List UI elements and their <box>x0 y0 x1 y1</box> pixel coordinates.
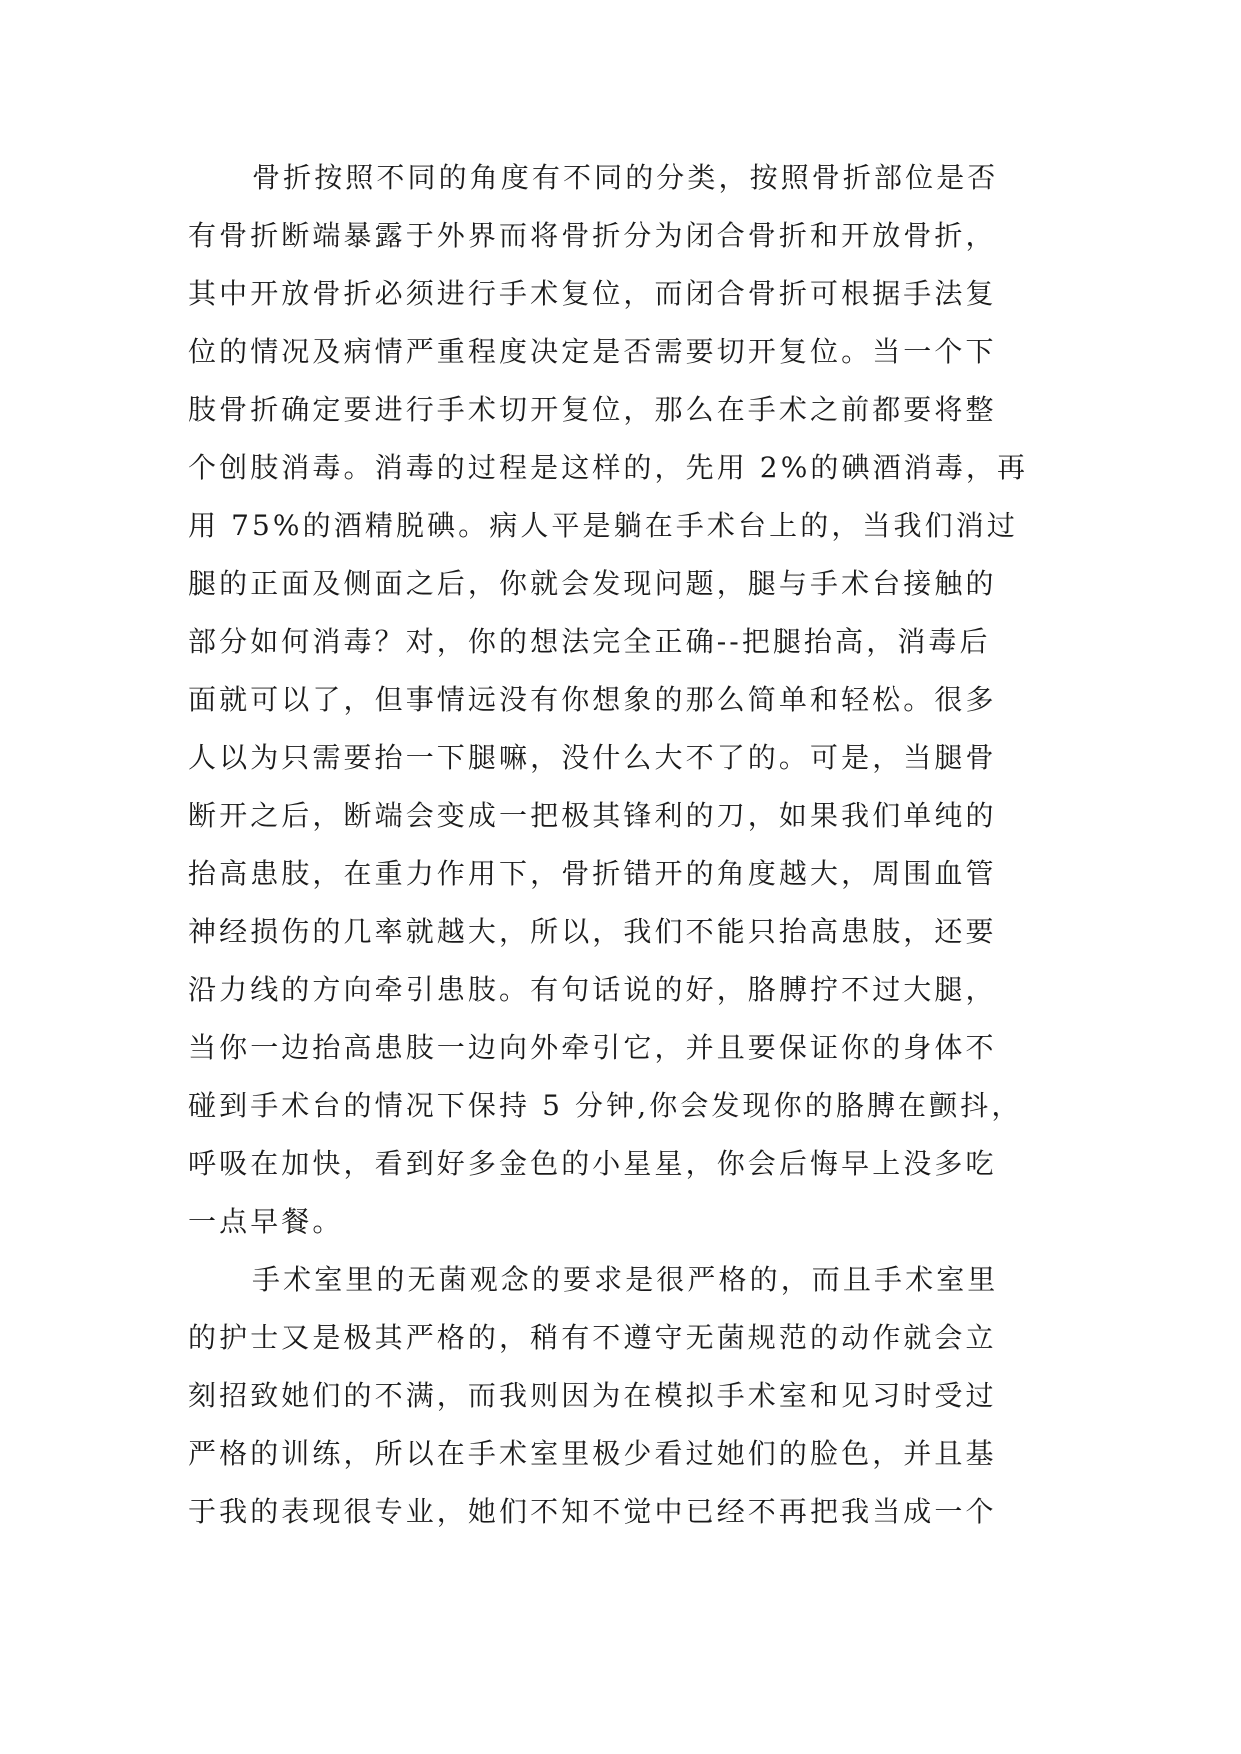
paragraph-line: 呼吸在加快，看到好多金色的小星星，你会后悔早上没多吃 <box>188 1147 997 1180</box>
paragraph-line: 沿力线的方向牵引患肢。有句话说的好，胳膊拧不过大腿， <box>188 973 997 1006</box>
paragraph-line: 肢骨折确定要进行手术切开复位，那么在手术之前都要将整 <box>188 393 997 426</box>
paragraph-line: 的护士又是极其严格的，稍有不遵守无菌规范的动作就会立 <box>188 1321 997 1354</box>
paragraph-line: 部分如何消毒？对，你的想法完全正确--把腿抬高，消毒后 <box>188 625 991 658</box>
paragraph-line: 位的情况及病情严重程度决定是否需要切开复位。当一个下 <box>188 335 997 368</box>
paragraph-line: 于我的表现很专业，她们不知不觉中已经不再把我当成一个 <box>188 1495 997 1528</box>
paragraph-line: 人以为只需要抬一下腿嘛，没什么大不了的。可是，当腿骨 <box>188 741 997 774</box>
paragraph-line: 有骨折断端暴露于外界而将骨折分为闭合骨折和开放骨折， <box>188 219 997 252</box>
paragraph-line: 腿的正面及侧面之后，你就会发现问题，腿与手术台接触的 <box>188 567 997 600</box>
paragraph-line: 抬高患肢，在重力作用下，骨折错开的角度越大，周围血管 <box>188 857 997 890</box>
paragraph-line: 断开之后，断端会变成一把极其锋利的刀，如果我们单纯的 <box>188 799 997 832</box>
paragraph-line: 碰到手术台的情况下保持 5 分钟,你会发现你的胳膊在颤抖， <box>188 1089 1023 1122</box>
paragraph-first-line: 骨折按照不同的角度有不同的分类，按照骨折部位是否 <box>252 161 999 194</box>
paragraph-line: 刻招致她们的不满，而我则因为在模拟手术室和见习时受过 <box>188 1379 997 1412</box>
paragraph-line: 用 75%的酒精脱碘。病人平是躺在手术台上的，当我们消过 <box>188 509 1018 542</box>
paragraph-line: 一点早餐。 <box>188 1205 344 1238</box>
paragraph-line: 面就可以了，但事情远没有你想象的那么简单和轻松。很多 <box>188 683 997 716</box>
paragraph-first-line: 手术室里的无菌观念的要求是很严格的，而且手术室里 <box>252 1263 999 1296</box>
paragraph-line: 其中开放骨折必须进行手术复位，而闭合骨折可根据手法复 <box>188 277 997 310</box>
paragraph-line: 神经损伤的几率就越大，所以，我们不能只抬高患肢，还要 <box>188 915 997 948</box>
paragraph-line: 当你一边抬高患肢一边向外牵引它，并且要保证你的身体不 <box>188 1031 997 1064</box>
paragraph-line: 个创肢消毒。消毒的过程是这样的，先用 2%的碘酒消毒，再 <box>188 451 1029 484</box>
paragraph-line: 严格的训练，所以在手术室里极少看过她们的脸色，并且基 <box>188 1437 997 1470</box>
